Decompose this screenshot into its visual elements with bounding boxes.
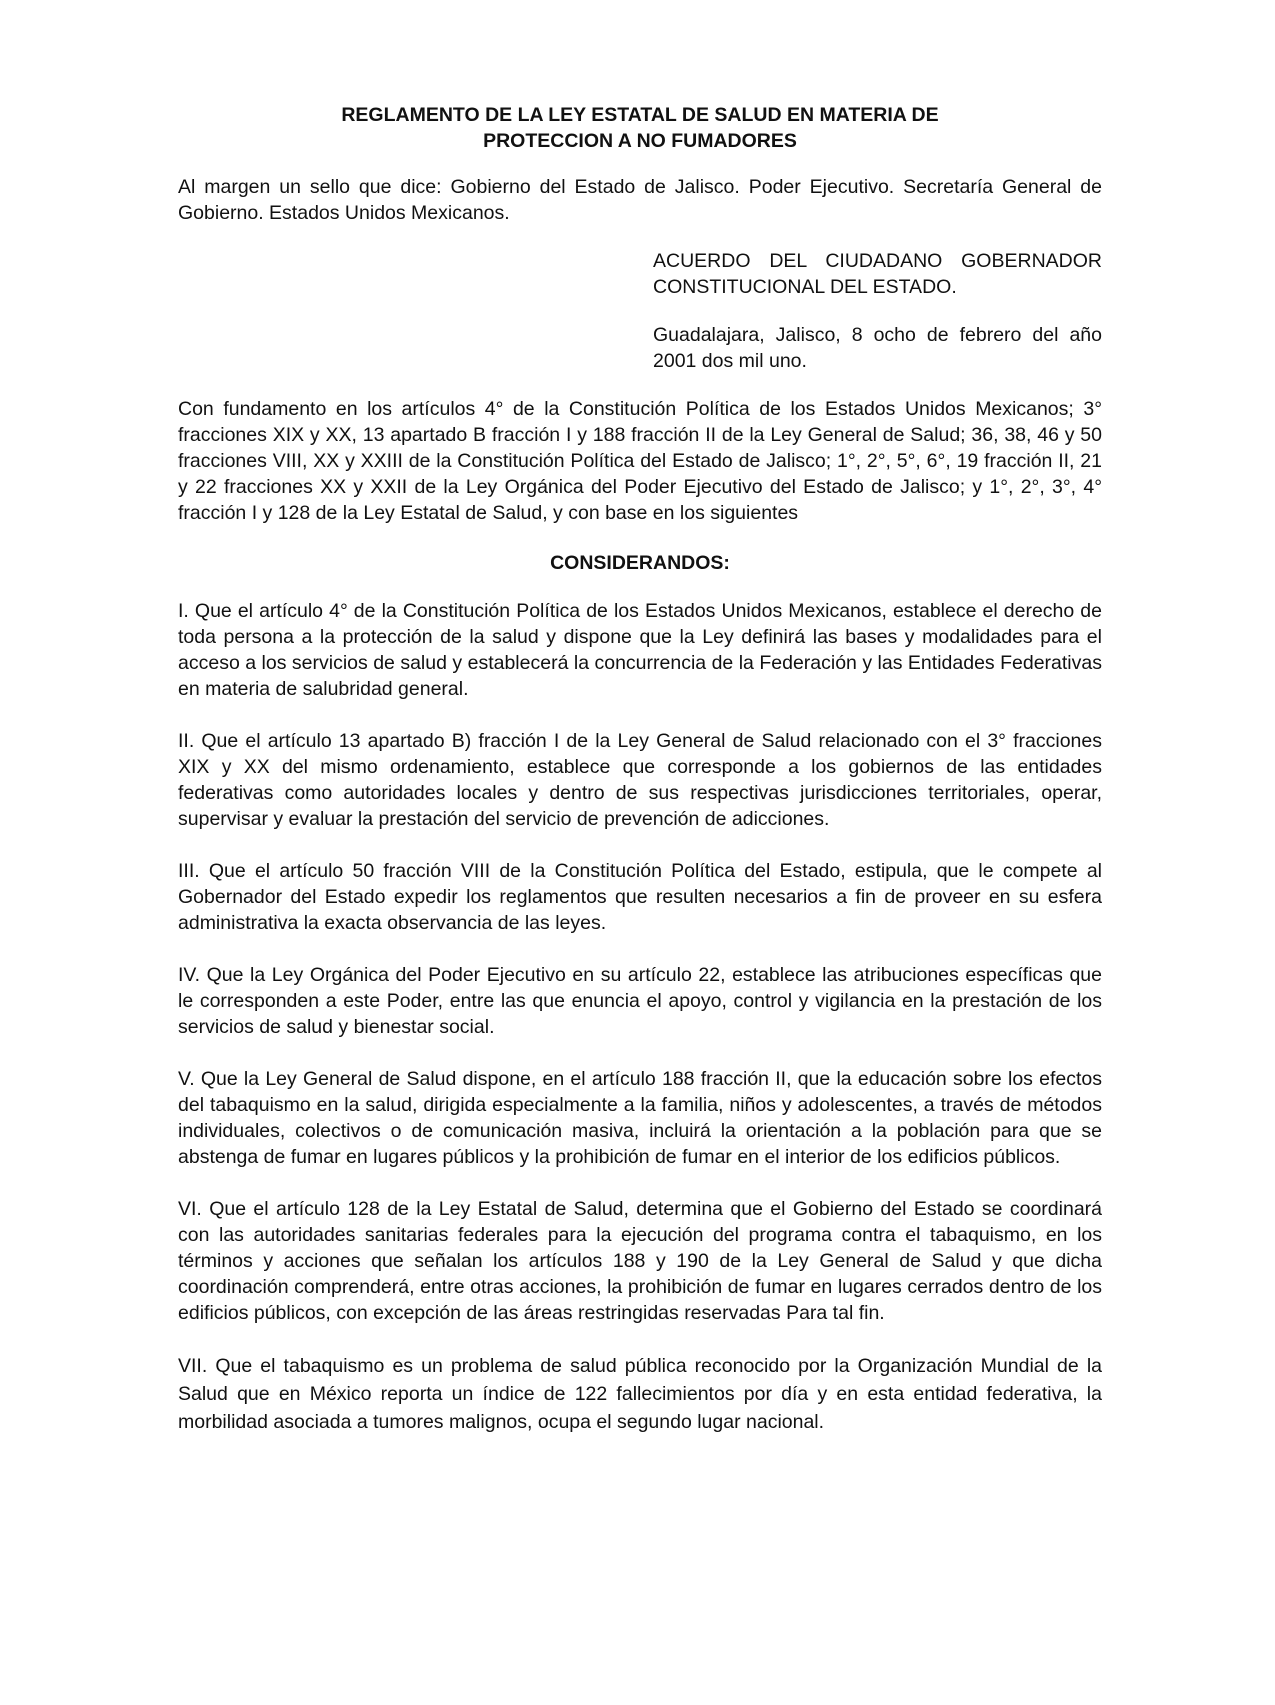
document-title: [178, 102, 1102, 154]
considerando-paragraph: V. Que la Ley General de Salud dispone, en el artículo 188 fracción II, que la educación sobre los efectos del tabaquismo en la salud, dirigida especialmente a la familia, niños y adolescentes, a través de métodos individuales, colectivos o de comunicación masiva, incluirá la orientación a la población para que se abstenga de fumar en lugares públicos y la prohibición de fumar en el interior de los edificios públicos.: [178, 1068, 1102, 1168]
title-line-2: PROTECCION A NO FUMADORES: [483, 130, 797, 152]
considerando-paragraph: I. Que el artículo 4° de la Constitución Política de los Estados Unidos Mexicanos, establece el derecho de toda persona a la protección de la salud y dispone que la Ley definirá las bases y modalidades para el acceso a los servicios de salud y establecerá la concurrencia de la Federación y las Entidades Federativas en materia de salubridad general.: [178, 600, 1102, 700]
considerandos-heading: CONSIDERANDOS:: [550, 552, 730, 574]
agreement-block: [653, 248, 1102, 374]
considerando-paragraph: VII. Que el tabaquismo es un problema de salud pública reconocido por la Organización Mundial de la Salud que en México reporta un índice de 122 fallecimientos por día y en esta entidad federativa, la morbilidad asociada a tumores malignos, ocupa el segundo lugar nacional.: [178, 1355, 1102, 1433]
document-content: [178, 102, 1102, 1462]
acuerdo-text: ACUERDO DEL CIUDADANO GOBERNADOR CONSTITUCIONAL DEL ESTADO.: [653, 250, 1102, 298]
considerando-paragraph: VI. Que el artículo 128 de la Ley Estatal de Salud, determina que el Gobierno del Estado se coordinará con las autoridades sanitarias federales para la ejecución del programa contra el tabaquismo, en los términos y acciones que señalan los artículos 188 y 190 de la Ley General de Salud y que dicha coordinación comprenderá, entre otras acciones, la prohibición de fumar en lugares cerrados dentro de los edificios públicos, con excepción de las áreas restringidas reservadas Para tal fin.: [178, 1198, 1102, 1324]
place-date: Guadalajara, Jalisco, 8 ocho de febrero del año 2001 dos mil uno.: [653, 324, 1102, 372]
margin-note: Al margen un sello que dice: Gobierno del Estado de Jalisco. Poder Ejecutivo. Secretaría General de Gobierno. Estados Unidos Mexicanos.: [178, 176, 1102, 224]
considerando-paragraph: IV. Que la Ley Orgánica del Poder Ejecutivo en su artículo 22, establece las atribuciones específicas que le corresponden a este Poder, entre las que enuncia el apoyo, control y vigilancia en la prestación de los servicios de salud y bienestar social.: [178, 964, 1102, 1038]
title-line-1: REGLAMENTO DE LA LEY ESTATAL DE SALUD EN MATERIA DE: [341, 104, 939, 126]
considerando-paragraph: II. Que el artículo 13 apartado B) fracción I de la Ley General de Salud relacionado con el 3° fracciones XIX y XX del mismo ordenamiento, establece que corresponde a los gobiernos de las entidades federativas como autoridades locales y dentro de sus respectivas jurisdicciones territoriales, operar, supervisar y evaluar la prestación del servicio de prevención de adicciones.: [178, 730, 1102, 830]
fundamento-paragraph: Con fundamento en los artículos 4° de la Constitución Política de los Estados Unidos Mexicanos; 3° fracciones XIX y XX, 13 apartado B fracción I y 188 fracción II de la Ley General de Salud; 36, 38, 46 y 50 fracciones VIII, XX y XXIII de la Constitución Política del Estado de Jalisco; 1°, 2°, 5°, 6°, 19 fracción II, 21 y 22 fracciones XX y XXII de la Ley Orgánica del Poder Ejecutivo del Estado de Jalisco; y 1°, 2°, 3°, 4° fracción I y 128 de la Ley Estatal de Salud, y con base en los siguientes: [178, 398, 1102, 524]
considerando-paragraph: III. Que el artículo 50 fracción VIII de la Constitución Política del Estado, estipula, que le compete al Gobernador del Estado expedir los reglamentos que resulten necesarios a fin de proveer en su esfera administrativa la exacta observancia de las leyes.: [178, 860, 1102, 934]
